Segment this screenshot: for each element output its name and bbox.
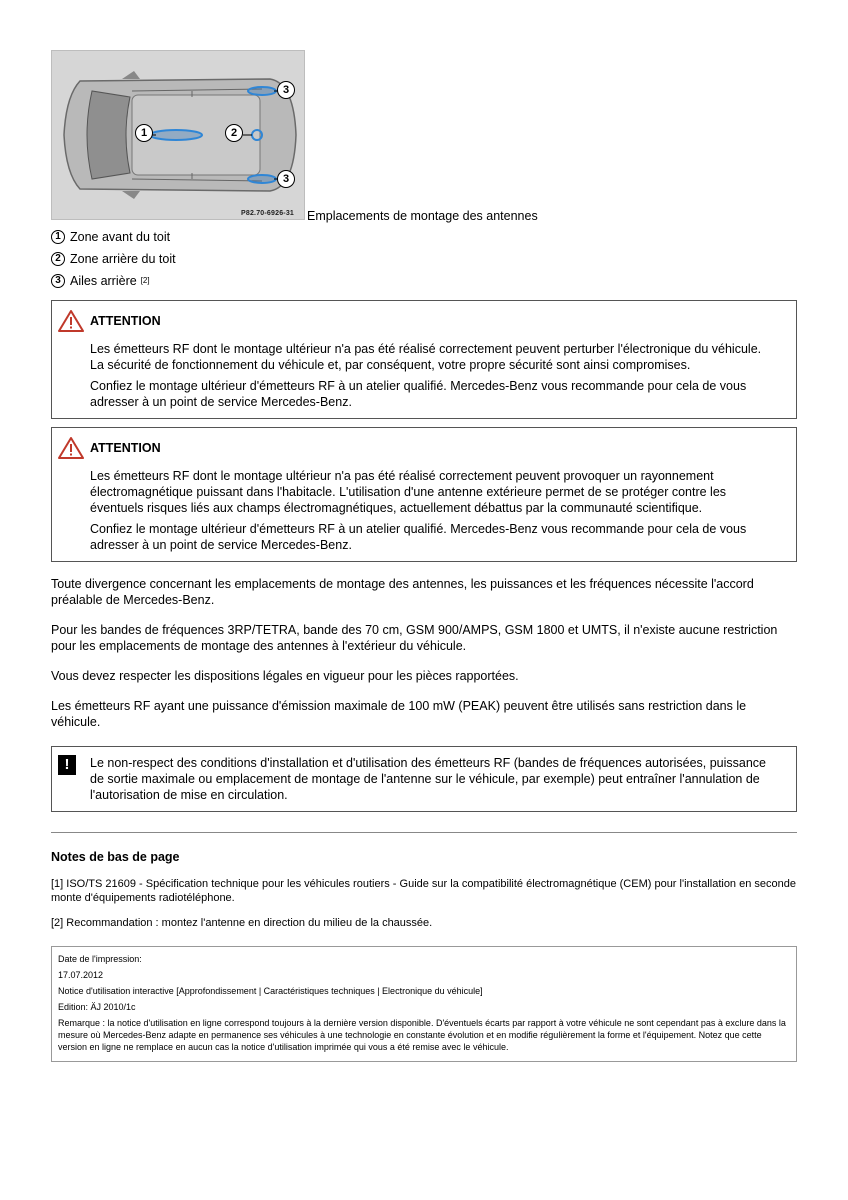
notice-text: Le non-respect des conditions d'installation et d'utilisation des émetteurs RF (bandes de fréquences autorisées, puissance de sortie maximale ou emplacement de montage de l'antenne sur le véhicule, par exemple) peut entraîner l'annulation de l'autorisation de mise en circulation.: [90, 756, 767, 802]
document-page: [51, 50, 797, 1062]
legend-item: [51, 270, 797, 292]
attention-title: ATTENTION: [90, 441, 161, 455]
legend-text: Zone avant du toit: [70, 230, 171, 244]
antenna-figure: [51, 50, 797, 226]
body-paragraph: Vous devez respecter les dispositions légales en vigueur pour les pièces rapportées.: [51, 669, 519, 683]
car-top-view-image: [51, 50, 305, 220]
body-paragraph: Pour les bandes de fréquences 3RP/TETRA, bande des 70 cm, GSM 900/AMPS, GSM 1800 et UMTS, il n'existe aucune restriction pour les emplacements de montage des antennes à l'extérieur du véhicule.: [51, 623, 778, 653]
section-divider: [51, 832, 797, 833]
legend-number-2: 2: [51, 252, 65, 266]
callout-marker-2: 2: [225, 124, 243, 142]
print-source: Notice d'utilisation interactive [Approfondissement | Caractéristiques techniques | Electronique du véhicule]: [58, 986, 483, 996]
attention-header: [58, 309, 778, 333]
print-edition: Edition: ÄJ 2010/1c: [58, 1002, 136, 1012]
legend-number-1: 1: [51, 230, 65, 244]
body-paragraph: Toute divergence concernant les emplacements de montage des antennes, les puissances et les fréquences nécessite l'accord préalable de Mercedes-Benz.: [51, 577, 754, 607]
attention-paragraph: Confiez le montage ultérieur d'émetteurs RF à un atelier qualifié. Mercedes-Benz vous recommande pour cela de vous adresser à un point de service Mercedes-Benz.: [90, 379, 747, 409]
attention-box-1: [51, 300, 797, 419]
figure-legend: [51, 226, 797, 292]
exclamation-icon: !: [58, 755, 76, 775]
notice-box: [51, 746, 797, 812]
body-paragraph: Les émetteurs RF ayant une puissance d'émission maximale de 100 mW (PEAK) peuvent être utilisés sans restriction dans le véhicule.: [51, 699, 747, 729]
callout-marker-3-top: 3: [277, 81, 295, 99]
warning-triangle-icon: [58, 436, 84, 460]
legend-text: Zone arrière du toit: [70, 252, 176, 266]
print-info-box: [51, 946, 797, 1062]
attention-paragraph: Les émetteurs RF dont le montage ultérieur n'a pas été réalisé correctement peuvent perturber l'électronique du véhicule. La sécurité de fonctionnement du véhicule et, par conséquent, votre propre sécurité sont ainsi compromises.: [90, 342, 762, 372]
figure-code: P82.70-6926-31: [241, 210, 295, 217]
legend-text: Ailes arrière: [70, 274, 137, 288]
print-date: 17.07.2012: [58, 970, 104, 980]
footnote-2: [2] Recommandation : montez l'antenne en direction du milieu de la chaussée.: [51, 917, 433, 929]
print-remark: Remarque : la notice d'utilisation en ligne correspond toujours à la dernière version disponible. D'éventuels écarts par rapport à votre véhicule ne sont cependant pas à exclure dans la mesure où Mercedes-Benz adapte en permanence ses véhicules à une technologie en constante évolution et en modifie régulièrement la forme et l'équipement. Notez que cette version en ligne ne remplace en aucun cas la notice d'utilisation imprimée qui vous a été remise avec le véhicule.: [58, 1018, 786, 1052]
attention-box-2: [51, 427, 797, 562]
car-top-view-illustration: [52, 51, 304, 219]
attention-header: [58, 436, 778, 460]
print-date-label: Date de l'impression:: [58, 954, 142, 964]
legend-item: [51, 226, 797, 248]
footnotes-title: Notes de bas de page: [51, 850, 180, 864]
callout-marker-1: 1: [135, 124, 153, 142]
warning-triangle-icon: [58, 309, 84, 333]
footnote-1: [1] ISO/TS 21609 - Spécification technique pour les véhicules routiers - Guide sur la compatibilité électromagnétique (CEM) pour l'installation en seconde monte d'équipements radiotéléphone.: [51, 878, 796, 904]
attention-title: ATTENTION: [90, 314, 161, 328]
legend-number-3: 3: [51, 274, 65, 288]
attention-paragraph: Les émetteurs RF dont le montage ultérieur n'a pas été réalisé correctement peuvent provoquer un rayonnement électromagnétique puissant dans l'habitacle. L'utilisation d'une antenne extérieure permet de se protéger contre les éventuels risques liés aux champs électromagnétiques, actuellement débattus par la communauté scientifique.: [90, 469, 727, 515]
attention-paragraph: Confiez le montage ultérieur d'émetteurs RF à un atelier qualifié. Mercedes-Benz vous recommande pour cela de vous adresser à un point de service Mercedes-Benz.: [90, 522, 747, 552]
legend-item: [51, 248, 797, 270]
figure-caption: Emplacements de montage des antennes: [307, 209, 538, 223]
footnote-reference-link[interactable]: [2]: [140, 276, 150, 285]
callout-marker-3-bottom: 3: [277, 170, 295, 188]
